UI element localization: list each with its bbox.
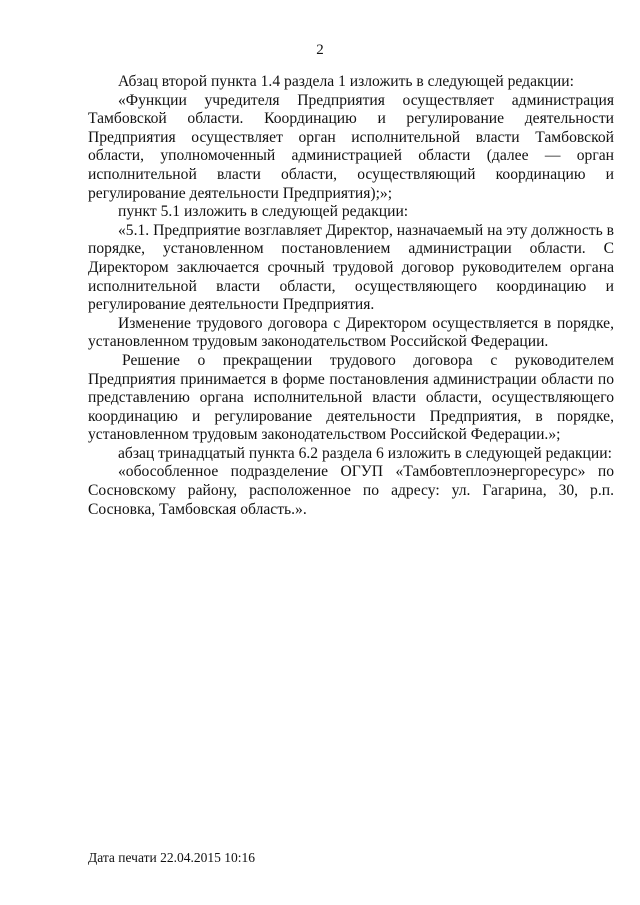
paragraph-5: Изменение трудового договора с Директором осуществляется в порядке, установленном трудовым законодательством Российской Федерации. <box>88 314 614 351</box>
paragraph-8: «обособленное подразделение ОГУП «Тамбовтеплоэнергоресурс» по Сосновскому району, расположенное по адресу: ул. Гагарина, 30, р.п. Сосновка, Тамбовская область.». <box>88 463 614 518</box>
paragraph-4: «5.1. Предприятие возглавляет Директор, назначаемый на эту должность в порядке, установленном постановлением администрации области. С Директором заключается срочный трудовой договор руководителем органа исполнительной власти области, осуществляющего координацию и регулирование деятельности Предприятия. <box>88 221 614 314</box>
page-number: 2 <box>316 42 324 58</box>
paragraph-3: пункт 5.1 изложить в следующей редакции: <box>118 203 409 221</box>
paragraph-2: «Функции учредителя Предприятия осуществляет администрация Тамбовской области. Координацию и регулирование деятельности Предприятия осуществляет орган исполнительной власти Тамбовской области, уполномоченный администрацией области (далее — орган исполнительной власти области, осуществляющий координацию и регулирование деятельности Предприятия);»; <box>88 91 614 202</box>
paragraph-7: абзац тринадцатый пункта 6.2 раздела 6 изложить в следующей редакции: <box>118 444 612 462</box>
print-date: Дата печати 22.04.2015 10:16 <box>88 850 255 865</box>
document-body <box>88 73 614 519</box>
paragraph-1: Абзац второй пункта 1.4 раздела 1 изложить в следующей редакции: <box>118 73 574 90</box>
paragraph-6: Решение о прекращении трудового договора с руководителем Предприятия принимается в форме постановления администрации области по представлению органа исполнительной власти области, осуществляющего координацию и регулирование деятельности Предприятия, в порядке, установленном трудовым законодательством Российской Федерации.»; <box>88 351 614 444</box>
